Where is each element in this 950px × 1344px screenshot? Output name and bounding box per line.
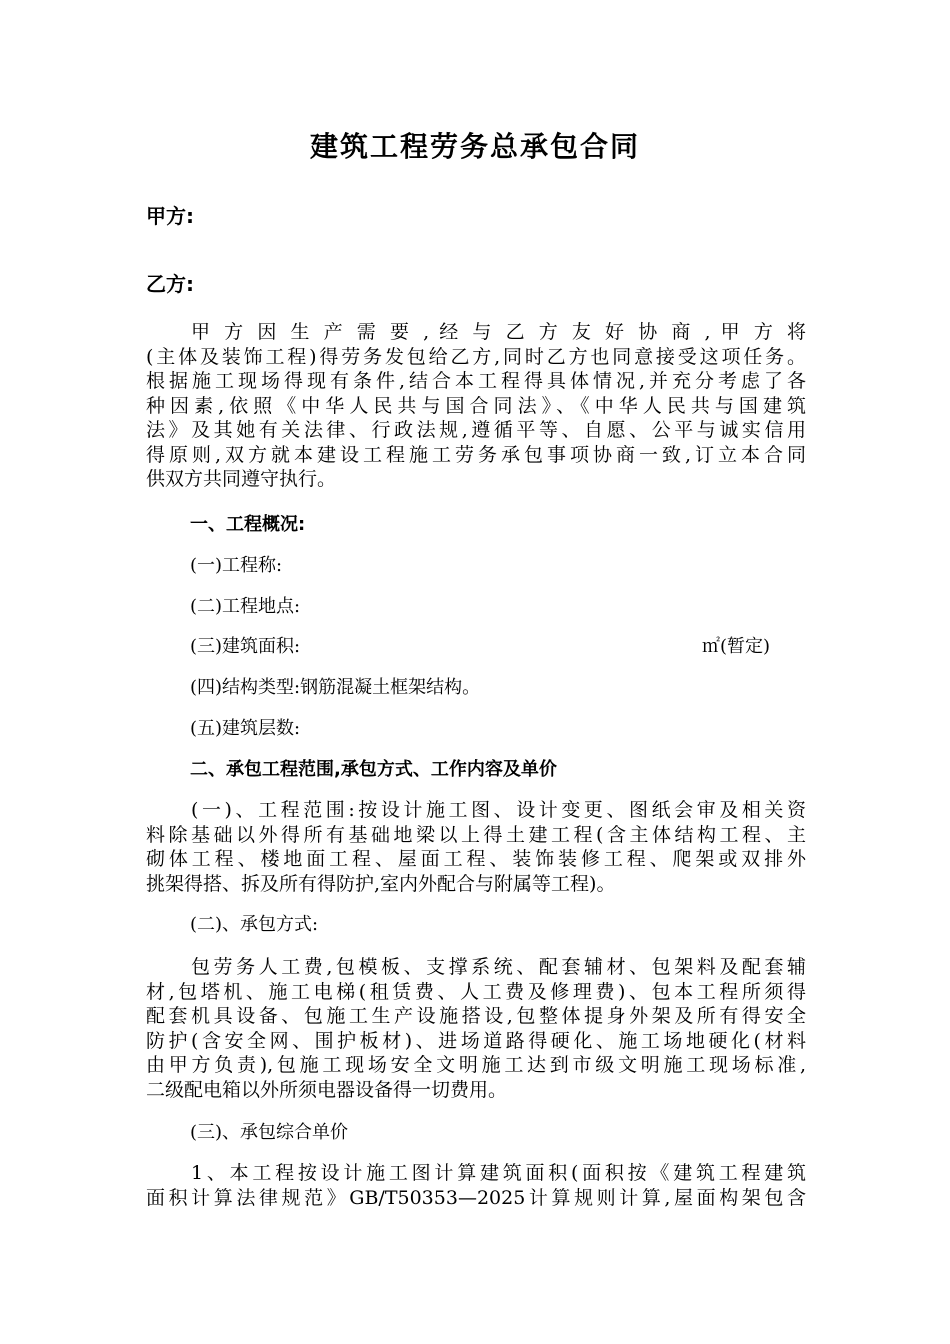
section-2-heading: 二、承包工程范围,承包方式、工作内容及单价 <box>190 759 557 780</box>
unit-price-heading: (三)、承包综合单价 <box>190 1122 349 1143</box>
intro-line: 甲 方 因 生 产 需 要 , 经 与 乙 方 友 好 协 商 , 甲 方 将 <box>191 321 806 343</box>
building-area-label: (三)建筑面积: <box>190 636 301 657</box>
intro-line: 得原则,双方就本建设工程施工劳务承包事项协商一致,订立本合同 <box>146 443 806 466</box>
intro-line: (主体及装饰工程)得劳务发包给乙方,同时乙方也同意接受这项任务。 <box>146 345 806 368</box>
contract-title: 建筑工程劳务总承包合同 <box>309 130 640 163</box>
method-line: 包劳务人工费,包模板、支撑系统、配套辅材、包架料及配套辅 <box>191 956 806 978</box>
scope-line: 料除基础以外得所有基础地梁以上得土建工程(含主体结构工程、主 <box>146 823 806 846</box>
section-1-heading: 一、工程概况: <box>190 514 306 535</box>
intro-line: 法》及其她有关法律、行政法规,遵循平等、自愿、公平与诚实信用 <box>146 419 806 441</box>
building-area-unit: ㎡(暂定) <box>702 636 771 657</box>
project-location-item: (二)工程地点: <box>190 596 301 617</box>
intro-line: 根据施工现场得现有条件,结合本工程得具体情况,并充分考虑了各 <box>146 370 806 392</box>
method-line: 防护(含安全网、围护板材)、进场道路得硬化、施工场地硬化(材料 <box>146 1029 806 1052</box>
structure-type-item: (四)结构类型:钢筋混凝土框架结构。 <box>190 677 481 698</box>
building-floors-item: (五)建筑层数: <box>190 718 301 739</box>
scope-line: 挑架得搭、拆及所有得防护,室内外配合与附属等工程)。 <box>146 872 616 895</box>
party-b-label: 乙方: <box>146 272 194 296</box>
method-line: 材,包塔机、施工电梯(租赁费、人工费及修理费)、包本工程所须得 <box>146 980 806 1003</box>
method-line: 二级配电箱以外所须电器设备得一切费用。 <box>146 1078 508 1101</box>
project-name-item: (一)工程称: <box>190 555 283 576</box>
price-line: 面积计算法律规范》GB/T50353—2025计算规则计算,屋面构架包含 <box>146 1186 806 1209</box>
method-paragraph <box>146 955 806 1102</box>
price-paragraph <box>146 1161 806 1210</box>
intro-paragraph <box>146 320 806 492</box>
building-area-item <box>190 634 810 660</box>
method-line: 由甲方负责),包施工现场安全文明施工达到市级文明施工现场标准, <box>146 1054 806 1076</box>
scope-line: (一)、工程范围:按设计施工图、设计变更、图纸会审及相关资 <box>191 799 806 821</box>
scope-paragraph <box>146 798 806 896</box>
intro-line: 种因素,依照《中华人民共与国合同法》、《中华人民共与国建筑 <box>146 394 806 417</box>
scope-line: 砌体工程、楼地面工程、屋面工程、装饰装修工程、爬架或双排外 <box>146 848 806 870</box>
price-line: 1、本工程按设计施工图计算建筑面积(面积按《建筑工程建筑 <box>191 1162 806 1184</box>
party-a-label: 甲方: <box>146 204 194 228</box>
intro-line: 供双方共同遵守执行。 <box>146 468 337 490</box>
method-line: 配套机具设备、包施工生产设施搭设,包整体提身外架及所有得安全 <box>146 1005 806 1027</box>
contract-method-heading: (二)、承包方式: <box>190 914 319 935</box>
